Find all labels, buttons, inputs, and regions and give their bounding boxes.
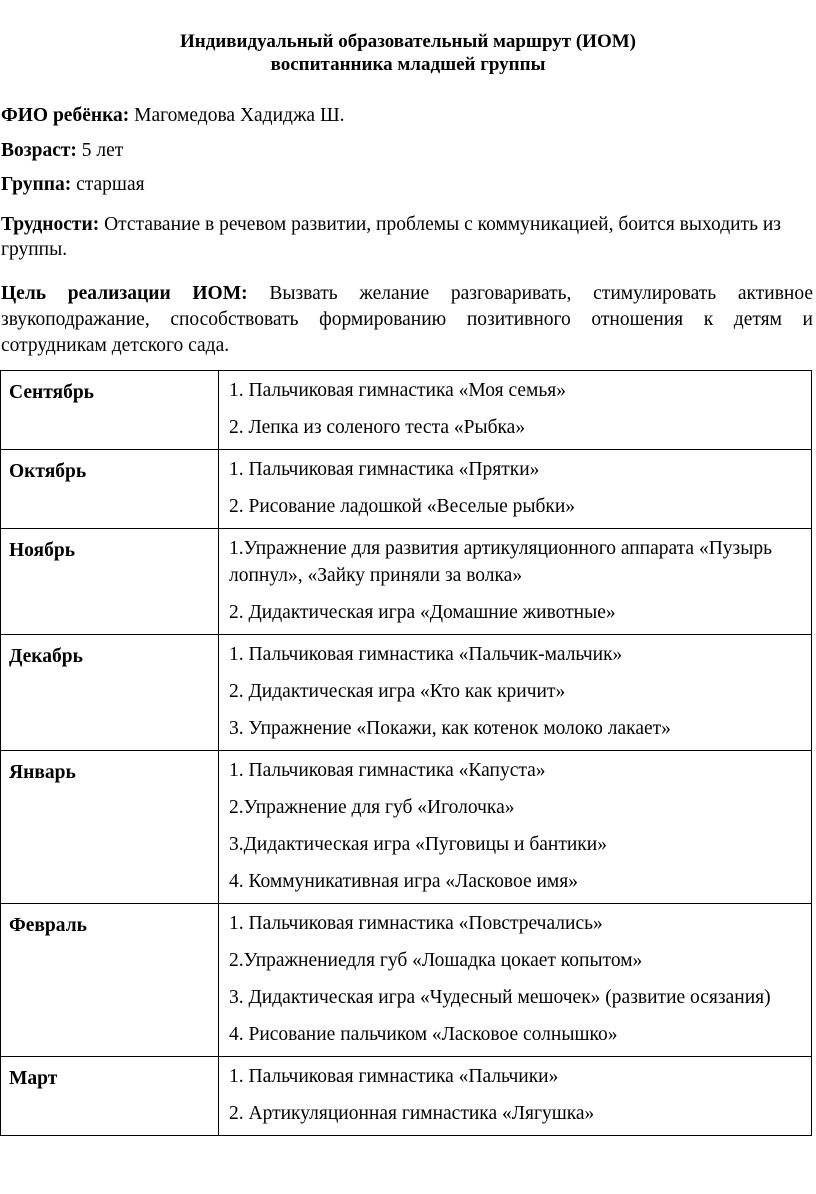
activity-item: 1. Пальчиковая гимнастика «Капуста» [229,760,546,781]
activity-item: 2. Артикуляционная гимнастика «Лягушка» [229,1103,595,1124]
activities-cell [219,1057,812,1136]
difficulties-label: Трудности: [1,214,100,235]
child-age-value: 5 лет [81,140,124,161]
activity-item: 2. Рисование ладошкой «Веселые рыбки» [229,496,576,517]
goal-label: Цель реализации ИОМ: [1,283,248,304]
child-name-value: Магомедова Хадиджа Ш. [134,105,345,126]
activities-cell [219,904,812,1057]
activities-cell [219,450,812,529]
child-age-field [1,139,813,162]
document-title-line1: Индивидуальный образовательный маршрут (ИОМ) [179,31,636,52]
activities-cell [219,635,812,751]
activities-cell [219,529,812,635]
child-group-label: Группа: [1,174,72,195]
document-title-line2: воспитанника младшей группы [270,54,546,75]
activity-item: 2. Лепка из соленого теста «Рыбка» [229,417,526,438]
month-cell: Февраль [1,904,219,1057]
activity-item: 2. Дидактическая игра «Домашние животные» [229,602,616,623]
activity-item: 2.Упражнениедля губ «Лошадка цокает копытом» [229,950,643,971]
child-group-field [1,173,813,196]
plan-row [1,529,812,635]
child-age-label: Возраст: [1,140,77,161]
month-cell: Декабрь [1,635,219,751]
month-cell: Январь [1,751,219,904]
activities-cell [219,371,812,450]
activity-item: 1. Пальчиковая гимнастика «Моя семья» [229,380,566,401]
plan-row [1,635,812,751]
activity-item: 1. Пальчиковая гимнастика «Пальчик-мальчик» [229,644,623,665]
month-cell: Март [1,1057,219,1136]
plan-row [1,450,812,529]
child-name-label: ФИО ребёнка: [1,105,130,126]
month-cell: Сентябрь [1,371,219,450]
activity-item: 2. Дидактическая игра «Кто как кричит» [229,681,566,702]
month-cell: Ноябрь [1,529,219,635]
difficulties-field [1,212,813,262]
activity-item: 2.Упражнение для губ «Иголочка» [229,797,515,818]
child-name-field [1,104,813,127]
plan-table [0,370,812,1136]
activity-item: 4. Рисование пальчиком «Ласковое солнышко» [229,1024,618,1045]
goal-field [1,281,813,359]
activity-item: 1. Пальчиковая гимнастика «Пальчики» [229,1066,559,1087]
activity-item: 1. Пальчиковая гимнастика «Прятки» [229,459,540,480]
month-cell: Октябрь [1,450,219,529]
plan-row [1,1057,812,1136]
plan-row [1,371,812,450]
plan-row [1,751,812,904]
difficulties-value: Отставание в речевом развитии, проблемы с коммуникацией, боится выходить из группы. [1,214,781,260]
activity-item: 1. Пальчиковая гимнастика «Повстречались» [229,913,603,934]
activity-item: 1.Упражнение для развития артикуляционного аппарата «Пузырь лопнул», «Зайку приняли за волка» [229,538,772,586]
activity-item: 3. Упражнение «Покажи, как котенок молоко лакает» [229,718,671,739]
activity-item: 4. Коммуникативная игра «Ласковое имя» [229,871,578,892]
activity-item: 3. Дидактическая игра «Чудесный мешочек» (развитие осязания) [229,987,771,1008]
goal-value: Вызвать желание разговаривать, стимулировать активное звукоподражание, способствовать формированию позитивного отношения к детям и сотрудникам детского сада. [1,283,813,356]
plan-row [1,904,812,1057]
activity-item: 3.Дидактическая игра «Пуговицы и бантики» [229,834,607,855]
activities-cell [219,751,812,904]
child-group-value: старшая [76,174,145,195]
